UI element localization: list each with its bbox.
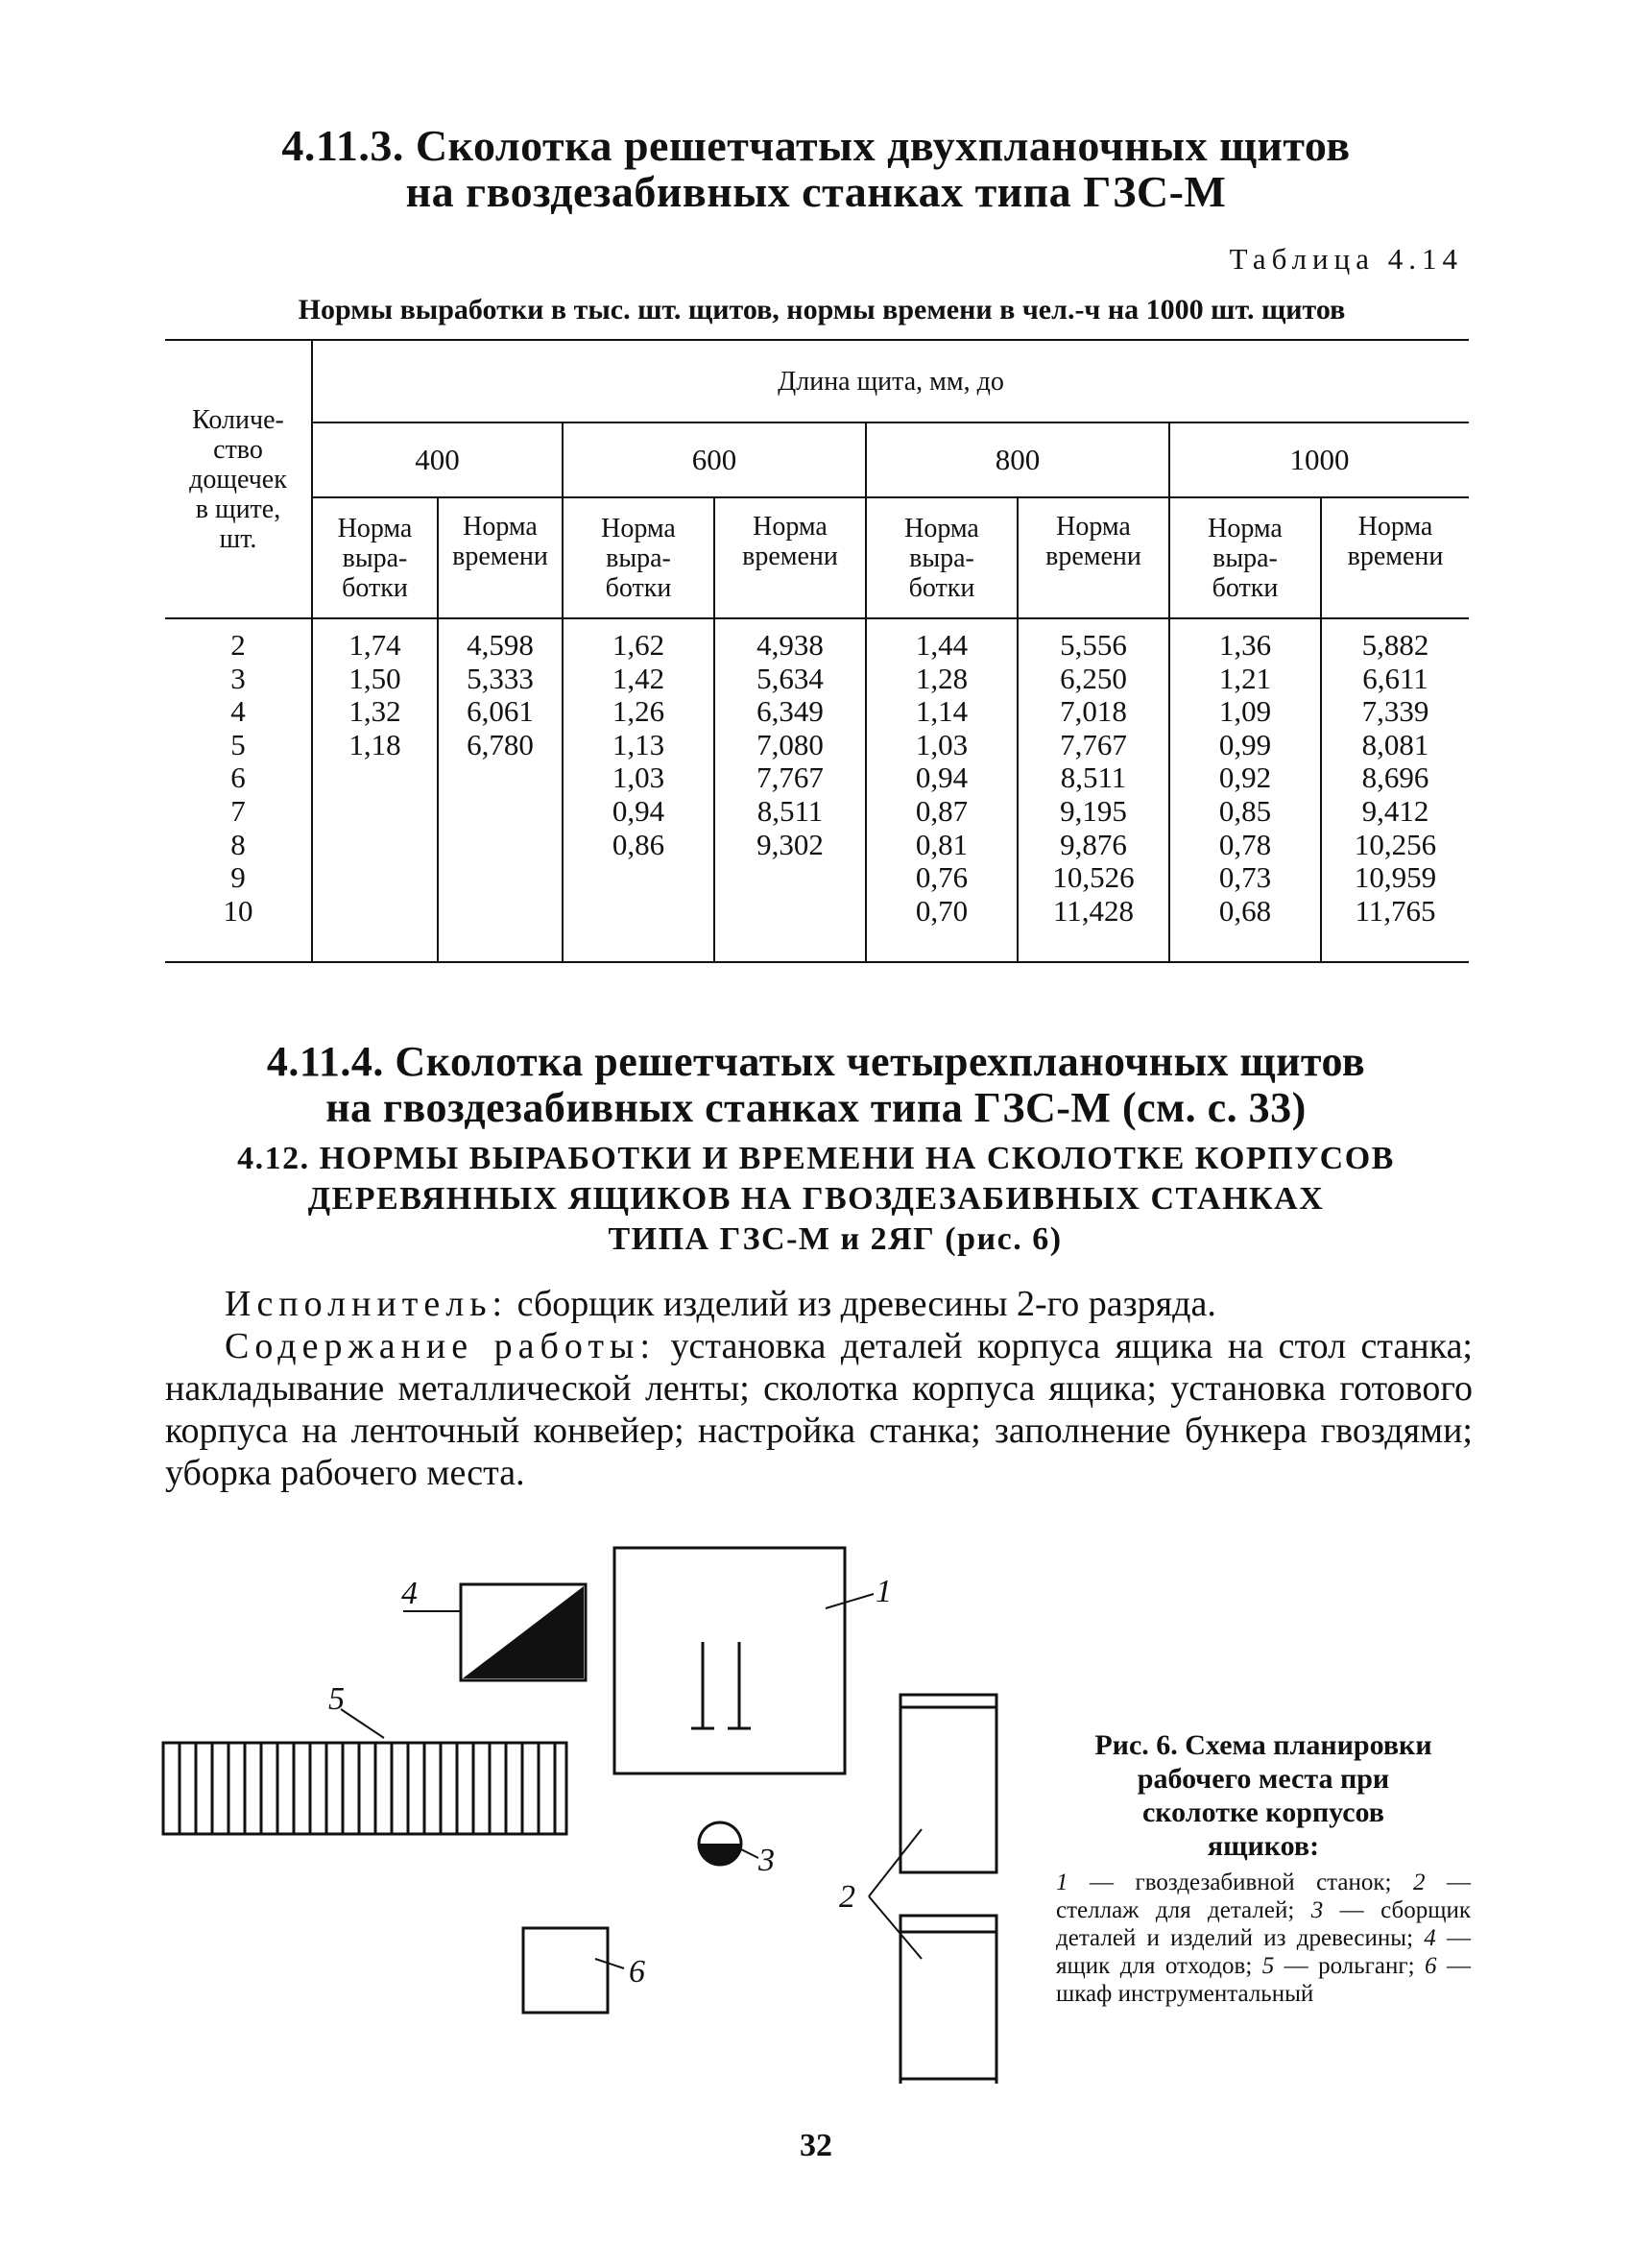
col-output-800 (866, 497, 1018, 618)
table-cell: 6,061 (467, 694, 534, 729)
legend-text: — ящик для отходов; (1056, 1925, 1471, 1979)
table-cell: 1,42 (612, 661, 665, 695)
column-800-output (866, 618, 1018, 962)
header-text: Норма (1056, 512, 1131, 542)
table-cell: 0,86 (612, 827, 665, 861)
table-cell: 0,81 (915, 827, 969, 861)
table-label: Таблица 4.14 (1229, 242, 1463, 276)
table-cell: 10,959 (1354, 860, 1437, 895)
column-1000-time (1321, 618, 1469, 962)
caption-line: Рис. 6. Схема планировки (1094, 1729, 1432, 1761)
header-text: времени (1347, 542, 1444, 571)
table-cell: 11,428 (1052, 893, 1135, 928)
table-cell: 0,94 (612, 793, 665, 828)
table-cell: 5,634 (756, 661, 824, 695)
header-text: выра- (342, 543, 408, 573)
table-cell: 1,32 (348, 694, 401, 729)
table-cell: 5,882 (1361, 628, 1429, 662)
header-text: Норма (1357, 512, 1433, 542)
table-cell: 6 (230, 760, 246, 795)
table-cell: 0,76 (915, 860, 969, 895)
table-cell: 11,765 (1355, 893, 1436, 928)
header-text: ботки (1212, 572, 1279, 603)
length-header-400: 400 (312, 422, 563, 497)
heading-line: 4.11.3. Сколотка решетчатых двухпланочных щитов (281, 121, 1351, 170)
executor-paragraph (165, 1283, 1473, 1325)
group-header: Длина щита, мм, до (312, 340, 1469, 422)
executor-text: сборщик изделий из древесины 2-го разряда. (508, 1284, 1216, 1324)
table-cell: 1,74 (348, 628, 401, 662)
header-text: Норма (753, 512, 828, 542)
legend-text: — шкаф инструментальный (1056, 1953, 1471, 2007)
callout-4: 4 (401, 1576, 418, 1611)
workplace-layout-diagram (144, 1536, 1037, 2084)
table-cell: 1,14 (915, 694, 969, 729)
header-text: ство (213, 434, 263, 465)
table-cell: 9,302 (756, 827, 824, 861)
legend-text: — стеллаж для деталей; (1056, 1870, 1472, 1923)
heading-line: на гвоздезабивных станках типа ГЗС-М (405, 167, 1227, 216)
table-cell: 1,03 (612, 760, 665, 795)
header-text: в щите, (195, 494, 281, 524)
table-cell: 2 (230, 628, 246, 662)
callout-5: 5 (328, 1681, 345, 1717)
table-cell: 0,94 (915, 760, 969, 795)
col-time-400 (438, 497, 563, 618)
header-text: ботки (605, 572, 672, 603)
col-time-600 (714, 497, 866, 618)
heading-line: на гвоздезабивных станках типа ГЗС-М (см. с. 33) (325, 1084, 1307, 1131)
table-cell: 1,62 (612, 628, 665, 662)
header-text: Норма (904, 513, 979, 543)
legend-text: — сборщик деталей и изделий из древесины; (1056, 1897, 1471, 1951)
header-text: времени (1045, 542, 1141, 571)
table-cell: 6,780 (467, 727, 534, 761)
norms-table (165, 339, 1469, 963)
col-output-1000 (1169, 497, 1321, 618)
length-header-1000: 1000 (1169, 422, 1469, 497)
column-count (165, 618, 312, 962)
table-cell: 0,85 (1218, 793, 1272, 828)
nailing-machine-shape (614, 1548, 845, 1773)
table-cell: 0,87 (915, 793, 969, 828)
table-cell: 8,081 (1361, 727, 1429, 761)
table-cell: 1,50 (348, 661, 401, 695)
caption-line: рабочего места при (1137, 1763, 1390, 1795)
callout-2: 2 (839, 1879, 855, 1915)
header-text: времени (452, 542, 548, 571)
table-cell: 10,256 (1354, 827, 1437, 861)
table-cell: 6,611 (1362, 661, 1428, 695)
header-text: дощечек (189, 464, 287, 495)
table-cell: 7,080 (756, 727, 824, 761)
col-output-400 (312, 497, 438, 618)
work-paragraph (165, 1325, 1473, 1494)
table-cell: 7,767 (1060, 727, 1127, 761)
roller-lines (180, 1743, 555, 1834)
section-4-11-3-heading (0, 123, 1632, 215)
col-time-1000 (1321, 497, 1469, 618)
table-cell: 9,195 (1060, 793, 1127, 828)
table-cell: 10,526 (1052, 860, 1135, 895)
header-text: Норма (1208, 513, 1283, 543)
table-cell: 5,556 (1060, 628, 1127, 662)
header-text: Норма (601, 513, 676, 543)
table-cell: 4,938 (756, 628, 824, 662)
header-text: выра- (1212, 543, 1278, 573)
section-4-11-4-heading (0, 1039, 1632, 1131)
callout-1: 1 (876, 1574, 892, 1609)
table-cell: 8,511 (1060, 760, 1127, 795)
table-cell: 0,99 (1218, 727, 1272, 761)
table-cell: 4,598 (467, 628, 534, 662)
table-cell: 8,696 (1361, 760, 1429, 795)
callout-3: 3 (758, 1843, 775, 1878)
table-cell: 5,333 (467, 661, 534, 695)
header-text: шт. (219, 523, 257, 554)
work-label: Содержание работы: (225, 1326, 657, 1366)
work-text: установка деталей корпуса ящика на стол станка; накладывание металлической ленты; сколотка корпуса ящика; установка готового корпуса на ленточный конвейер; настройка станка; заполнение бункера гвоздями; уборка рабочего места. (165, 1326, 1473, 1493)
table-cell: 0,92 (1218, 760, 1272, 795)
caption-legend (1056, 1869, 1471, 2008)
legend-number: 4 (1424, 1925, 1436, 1951)
header-text: ботки (908, 572, 975, 603)
length-header-800: 800 (866, 422, 1169, 497)
figure-caption (1056, 1728, 1471, 2008)
table-cell: 1,13 (612, 727, 665, 761)
table-cell: 1,03 (915, 727, 969, 761)
column-1000-output (1169, 618, 1321, 962)
heading-line: ДЕРЕВЯННЫХ ЯЩИКОВ НА ГВОЗДЕЗАБИВНЫХ СТАНКАХ (307, 1181, 1325, 1217)
table-cell: 0,68 (1218, 893, 1272, 928)
table-cell: 1,21 (1218, 661, 1272, 695)
legend-text: — гвоздезабивной станок; (1068, 1870, 1392, 1895)
table-cell: 9 (230, 860, 246, 895)
heading-line: 4.11.4. Сколотка решетчатых четырехпланочных щитов (266, 1038, 1366, 1085)
table-cell: 7,339 (1361, 694, 1429, 729)
table-cell: 9,876 (1060, 827, 1127, 861)
table-cell: 0,78 (1218, 827, 1272, 861)
callout-6: 6 (629, 1954, 645, 1990)
table-cell: 0,70 (915, 893, 969, 928)
table-cell: 7,767 (756, 760, 824, 795)
tool-cabinet-shape (523, 1928, 608, 2013)
caption-line: сколотке корпусов (1141, 1797, 1385, 1828)
heading-line: ТИПА ГЗС-М и 2ЯГ (рис. 6) (608, 1221, 1063, 1257)
table-cell: 7 (230, 793, 246, 828)
table-cell: 9,412 (1361, 793, 1429, 828)
legend-number: 2 (1413, 1870, 1426, 1895)
header-text: Норма (463, 512, 538, 542)
column-400-time (438, 618, 563, 962)
column-400-output (312, 618, 438, 962)
column-600-time (714, 618, 866, 962)
column-600-output (563, 618, 714, 962)
table-cell: 1,09 (1218, 694, 1272, 729)
table-cell: 1,36 (1218, 628, 1272, 662)
col-time-800 (1018, 497, 1169, 618)
legend-text: — рольганг; (1274, 1953, 1415, 1979)
table-cell: 8 (230, 827, 246, 861)
table-cell: 10 (223, 893, 253, 928)
caption-line: ящиков: (1207, 1830, 1320, 1862)
table-cell: 1,44 (915, 628, 969, 662)
table-cell: 1,26 (612, 694, 665, 729)
length-header-600: 600 (563, 422, 866, 497)
table-cell: 6,250 (1060, 661, 1127, 695)
header-text: ботки (342, 572, 408, 603)
table-cell: 1,28 (915, 661, 969, 695)
rack-upper-shape (900, 1695, 996, 1872)
legend-number: 3 (1310, 1897, 1324, 1923)
heading-line: 4.12. НОРМЫ ВЫРАБОТКИ И ВРЕМЕНИ НА СКОЛОТКЕ КОРПУСОВ (237, 1141, 1395, 1176)
header-text: Количе- (192, 404, 284, 435)
legend-number: 1 (1056, 1870, 1068, 1895)
table-subtitle: Нормы выработки в тыс. шт. щитов, нормы времени в чел.-ч на 1000 шт. щитов (298, 294, 1346, 326)
page-number: 32 (800, 2128, 832, 2163)
legend-number: 5 (1261, 1953, 1275, 1979)
rack-lower-shape (900, 1916, 996, 2084)
table-cell: 8,511 (756, 793, 824, 828)
header-text: выра- (909, 543, 974, 573)
table-cell: 4 (230, 694, 246, 729)
caption-title (1056, 1728, 1471, 1863)
table-cell: 0,73 (1218, 860, 1272, 895)
section-4-12-heading (0, 1139, 1632, 1260)
table-cell: 1,18 (348, 727, 401, 761)
stub-header (165, 340, 312, 618)
table-cell: 6,349 (756, 694, 824, 729)
header-text: Норма (337, 513, 413, 543)
legend-number: 6 (1425, 1953, 1437, 1979)
table-cell: 7,018 (1060, 694, 1127, 729)
table-cell: 5 (230, 727, 246, 761)
executor-label: Исполнитель: (225, 1284, 509, 1324)
col-output-600 (563, 497, 714, 618)
header-text: времени (742, 542, 838, 571)
column-800-time (1018, 618, 1169, 962)
header-text: выра- (606, 543, 671, 573)
table-cell: 3 (230, 661, 246, 695)
